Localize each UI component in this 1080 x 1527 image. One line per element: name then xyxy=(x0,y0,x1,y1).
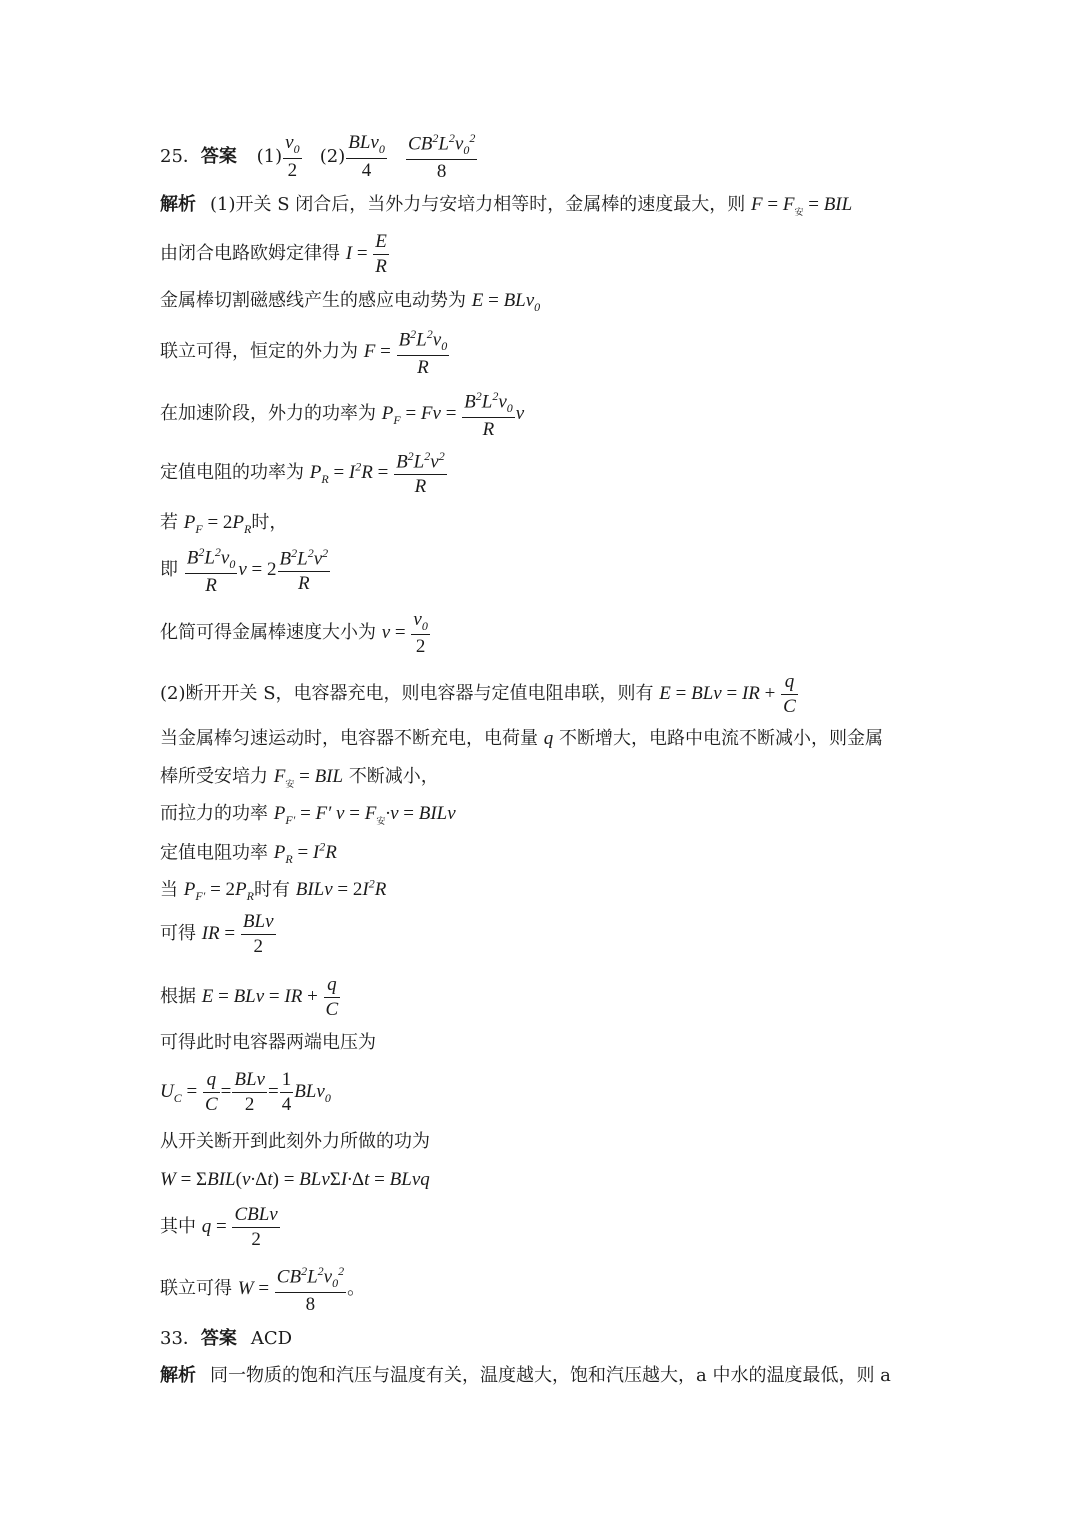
text: 同一物质的饱和汽压与温度有关，温度越大，饱和汽压越大，a 中水的温度最低，则 a xyxy=(210,1365,891,1386)
text: 联立可得，恒定的外力为 xyxy=(160,341,358,363)
formula-uc: $U_C$ = $\frac{q}{C}$ = $\frac{\text{BLv}}{2}$ = $\frac{1}{4}$ BLv$_0$ xyxy=(160,1069,331,1115)
q25-analysis-label: 解析 xyxy=(160,194,196,215)
formula: $P_F = 2P_R$ xyxy=(183,512,252,536)
q25-line-18 xyxy=(160,1034,376,1052)
q25-line-12 xyxy=(160,767,439,789)
text: 而拉力的功率 xyxy=(160,803,268,824)
text: 棒所受安培力 xyxy=(160,766,268,787)
q25-line-17 xyxy=(160,975,341,1020)
text: (1)开关 S 闭合后，当外力与安培力相等时，金属棒的速度最大，则 xyxy=(210,194,746,215)
q25-line-15 xyxy=(160,878,386,902)
text: 在加速阶段，外力的功率为 xyxy=(160,403,376,425)
q33-answer-label: 答案 xyxy=(200,1328,237,1349)
text: 可得 xyxy=(160,922,196,944)
q25-line-9 xyxy=(160,610,431,657)
formula: $P_R = I^2R$ xyxy=(273,840,337,867)
formula: $F = F_安$ = BIL xyxy=(751,194,853,217)
text: 不断减小， xyxy=(348,766,439,787)
formula: v = $\frac{v_0}{2}$ xyxy=(381,609,428,658)
q33-answer: ACD xyxy=(250,1328,293,1349)
q25-line-11 xyxy=(160,729,883,748)
q25-line-5 xyxy=(160,390,524,440)
q25-analysis-line-1 xyxy=(160,195,852,217)
q25-answer-label: 答案 xyxy=(200,145,237,167)
q25-line-23 xyxy=(160,1265,365,1315)
formula: BILv = $2I^2R$ xyxy=(295,877,387,901)
text: 时， xyxy=(251,512,288,533)
q25-line-2 xyxy=(160,232,390,277)
text: 可得此时电容器两端电压为 xyxy=(160,1032,376,1053)
formula: $P_R = I^2R$ = $\frac{B^2L^2v^2}{R}$ xyxy=(309,449,445,498)
q25-line-6 xyxy=(160,450,448,497)
q25-line-4 xyxy=(160,328,450,378)
q25-line-13 xyxy=(160,804,456,826)
text: 根据 xyxy=(160,985,196,1007)
formula: $P_F = Fv$ = $\frac{B^2L^2v_0}{R}$ v xyxy=(381,389,525,440)
formula: F = $\frac{B^2L^2v_0}{R}$ xyxy=(363,327,448,378)
q25-line-21 xyxy=(160,1170,430,1189)
formula-work: W = ΣBIL(v·Δt) = BLvΣI·Δt = BLvq xyxy=(160,1169,430,1190)
q25-line-20 xyxy=(160,1133,430,1151)
text: 联立可得 xyxy=(160,1278,232,1300)
q25-line-10 xyxy=(160,672,799,717)
formula: q = $\frac{\text{CBLv}}{2}$ xyxy=(201,1204,278,1250)
q25-part1: (1) xyxy=(256,145,283,167)
q25-answer-line xyxy=(160,132,478,182)
q25-line-22 xyxy=(160,1205,281,1250)
text: 化简可得金属棒速度大小为 xyxy=(160,622,376,644)
q33-analysis-line xyxy=(160,1367,891,1385)
text: 金属棒切割磁感线产生的感应电动势为 xyxy=(160,290,466,311)
q25-line-3 xyxy=(160,291,540,313)
text: 不断增大，电路中电流不断减小，则金属 xyxy=(558,728,883,749)
q25-line-16 xyxy=(160,912,277,957)
q25-line-19 xyxy=(160,1070,331,1115)
formula: E = BLv$_0$ xyxy=(471,290,541,314)
q25-line-7 xyxy=(160,513,287,535)
q25-part2: (2) xyxy=(319,145,346,167)
formula-BLv0-over-4: $\frac{BLv_0}{4}$ xyxy=(348,132,385,181)
q33-analysis-label: 解析 xyxy=(160,1365,196,1386)
text: 即 xyxy=(160,559,178,581)
formula: $P_{F'} = 2P_R$ xyxy=(183,879,254,904)
text: 定值电阻功率 xyxy=(160,842,268,864)
formula: E = BLv = IR + $\frac{q}{C}$ xyxy=(201,974,339,1020)
text: 由闭合电路欧姆定律得 xyxy=(160,242,340,264)
formula: E = BLv = IR + $\frac{q}{C}$ xyxy=(659,671,796,717)
q25-number: 25． xyxy=(160,145,201,167)
q25-line-8 xyxy=(160,546,331,596)
formula-v0-over-2: $\frac{v_0}{2}$ xyxy=(285,132,300,181)
q33-number: 33． xyxy=(160,1328,201,1349)
formula-CB2L2v02-over-8: $\frac{CB^2L^2v_0^2}{8}$ xyxy=(408,131,476,182)
formula: IR = $\frac{\text{BLv}}{2}$ xyxy=(201,911,274,957)
formula: q xyxy=(543,728,554,749)
formula: I = $\frac{E}{R}$ xyxy=(345,231,387,277)
formula: $P_{F'} = F'$ $v = F_安\cdot v$ = BILv xyxy=(273,803,456,827)
formula: W = $\frac{CB^2L^2v_0^2}{8}$ xyxy=(237,1264,345,1315)
formula: $\frac{B^2L^2v_0}{R}$ v = 2 $\frac{B^2L^2v^2}{R}$ xyxy=(186,545,329,596)
q33-answer-line xyxy=(160,1330,292,1348)
formula: $F_安$ = BIL xyxy=(273,766,344,789)
text: 定值电阻的功率为 xyxy=(160,461,304,483)
text: 当金属棒匀速运动时，电容器不断充电，电荷量 xyxy=(160,728,538,749)
text: (2)断开开关 S，电容器充电，则电容器与定值电阻串联，则有 xyxy=(160,682,654,704)
text: 当 xyxy=(160,879,178,901)
text: 。 xyxy=(347,1278,366,1300)
text: 从开关断开到此刻外力所做的功为 xyxy=(160,1131,430,1152)
text: 时有 xyxy=(253,879,290,901)
text: 若 xyxy=(160,512,178,533)
q25-line-14 xyxy=(160,841,337,865)
text: 其中 xyxy=(160,1215,196,1237)
